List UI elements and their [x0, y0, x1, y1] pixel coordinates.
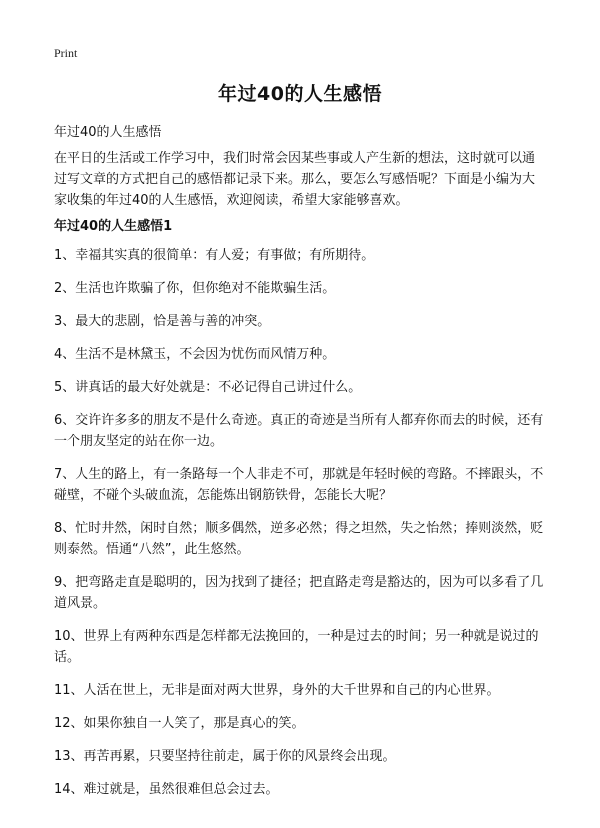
- list-item: 9、把弯路走直是聪明的，因为找到了捷径；把直路走弯是豁达的，因为可以多看了几道风景。: [54, 575, 544, 611]
- list-item: 2、生活也许欺骗了你，但你绝对不能欺骗生活。: [54, 281, 336, 296]
- list-item: 10、世界上有两种东西是怎样都无法挽回的，一种是过去的时间；另一种就是说过的话。: [54, 629, 539, 665]
- list-item: 8、忙时井然，闲时自然；顺多偶然，逆多必然；得之坦然，失之怡然；捧则淡然，贬则泰然。悟通“八然”，此生悠然。: [54, 521, 544, 557]
- section-heading: 年过40的人生感悟1: [54, 219, 173, 234]
- list-item: 1、幸福其实真的很简单：有人爱；有事做；有所期待。: [54, 248, 375, 263]
- page-title: 年过40的人生感悟: [218, 83, 382, 105]
- list-item: 13、再苦再累，只要坚持往前走，属于你的风景终会出现。: [54, 749, 396, 764]
- quote-list: [54, 245, 550, 812]
- print-link[interactable]: Print: [54, 46, 78, 60]
- list-item: 11、人活在世上，无非是面对两大世界，身外的大千世界和自己的内心世界。: [54, 683, 500, 698]
- list-item: 3、最大的悲剧，恰是善与善的冲突。: [54, 314, 271, 329]
- list-item: 12、如果你独自一人笑了，那是真心的笑。: [54, 716, 305, 731]
- list-item: 6、交许许多多的朋友不是什么奇迹。真正的奇迹是当所有人都弃你而去的时候，还有一个朋友坚定的站在你一边。: [54, 413, 544, 449]
- list-item: 5、讲真话的最大好处就是：不必记得自己讲过什么。: [54, 380, 362, 395]
- intro-paragraph: 在平日的生活或工作学习中，我们时常会因某些事或人产生新的想法，这时就可以通过写文章的方式把自己的感悟都记录下来。那么，要怎么写感悟呢？下面是小编为大家收集的年过40的人生感悟，欢迎阅读，希望大家能够喜欢。: [54, 151, 536, 208]
- list-item: 7、人生的路上，有一条路每一个人非走不可，那就是年轻时候的弯路。不摔跟头，不碰壁，不碰个头破血流，怎能炼出钢筋铁骨，怎能长大呢？: [54, 467, 544, 503]
- list-item: 14、难过就是，虽然很难但总会过去。: [54, 782, 279, 797]
- document-subtitle: 年过40的人生感悟: [54, 125, 162, 140]
- list-item: 4、生活不是林黛玉，不会因为忧伤而风情万种。: [54, 347, 336, 362]
